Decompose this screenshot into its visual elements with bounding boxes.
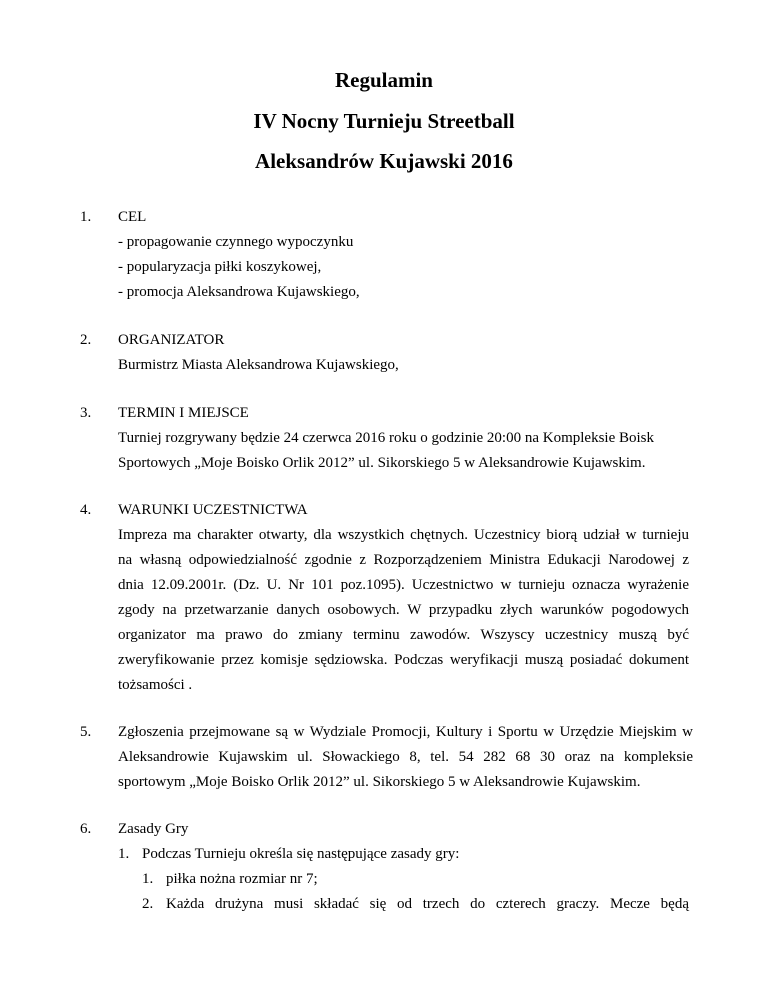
section-heading: ORGANIZATOR <box>118 332 225 348</box>
list-item: - popularyzacja piłki koszykowej, <box>118 259 322 275</box>
list-item: - promocja Aleksandrowa Kujawskiego, <box>118 284 360 300</box>
rule-number: 1. <box>142 871 154 887</box>
section-text: Sportowych „Moje Boisko Orlik 2012” ul. Sikorskiego 5 w Aleksandrowie Kujawskim. <box>118 455 646 471</box>
section-number: 2. <box>80 332 92 348</box>
tournament-name: IV Nocny Turnieju Streetball <box>253 109 515 133</box>
paragraph-line: dnia 12.09.2001r. (Dz. U. Nr 101 poz.1095). Uczestnictwo w turnieju oznacza wyrażenie <box>118 577 689 593</box>
paragraph-line: na własną odpowiedzialność zgodnie z Rozporządzeniem Ministra Edukacji Narodowej z <box>118 552 689 568</box>
section-text: Burmistrz Miasta Aleksandrowa Kujawskiego, <box>118 357 399 373</box>
list-item: - propagowanie czynnego wypoczynku <box>118 234 354 250</box>
section-text: Turniej rozgrywany będzie 24 czerwca 2016 roku o godzinie 20:00 na Kompleksie Boisk <box>118 430 654 446</box>
section-number: 4. <box>80 502 92 518</box>
section-heading: WARUNKI UCZESTNICTWA <box>118 502 308 518</box>
subsection-number: 1. <box>118 846 130 862</box>
section-number: 1. <box>80 209 92 225</box>
section-number: 6. <box>80 821 92 837</box>
rule-text: Każda drużyna musi składać się od trzech do czterech graczy. Mecze będą <box>166 896 689 912</box>
paragraph-line: sportowym „Moje Boisko Orlik 2012” ul. Sikorskiego 5 w Aleksandrowie Kujawskim. <box>118 774 641 790</box>
section-heading: Zasady Gry <box>118 821 189 837</box>
section-number: 5. <box>80 724 92 740</box>
paragraph-line: Zgłoszenia przejmowane są w Wydziale Promocji, Kultury i Sportu w Urzędzie Miejskim w <box>118 724 693 740</box>
paragraph-line: tożsamości . <box>118 677 193 693</box>
paragraph-line: zgody na przetwarzanie danych osobowych. W przypadku złych warunków pogodowych <box>118 602 689 618</box>
rule-number: 2. <box>142 896 154 912</box>
section-number: 3. <box>80 405 92 421</box>
paragraph-line: zweryfikowanie przez komisje sędziowska. Podczas weryfikacji muszą posiadać dokument <box>118 652 689 668</box>
tournament-location-year: Aleksandrów Kujawski 2016 <box>255 149 513 173</box>
paragraph-line: organizator ma prawo do zmiany terminu zawodów. Wszyscy uczestnicy muszą być <box>118 627 689 643</box>
subsection-text: Podczas Turnieju określa się następujące zasady gry: <box>142 846 460 862</box>
document-title: Regulamin <box>334 68 433 92</box>
section-heading: CEL <box>118 209 147 225</box>
paragraph-line: Aleksandrowie Kujawskim ul. Słowackiego 8, tel. 54 282 68 30 oraz na kompleksie <box>118 749 693 765</box>
paragraph-line: Impreza ma charakter otwarty, dla wszystkich chętnych. Uczestnicy biorą udział w turnieju <box>118 527 689 543</box>
rule-text: piłka nożna rozmiar nr 7; <box>166 871 318 887</box>
section-heading: TERMIN I MIEJSCE <box>118 405 249 421</box>
